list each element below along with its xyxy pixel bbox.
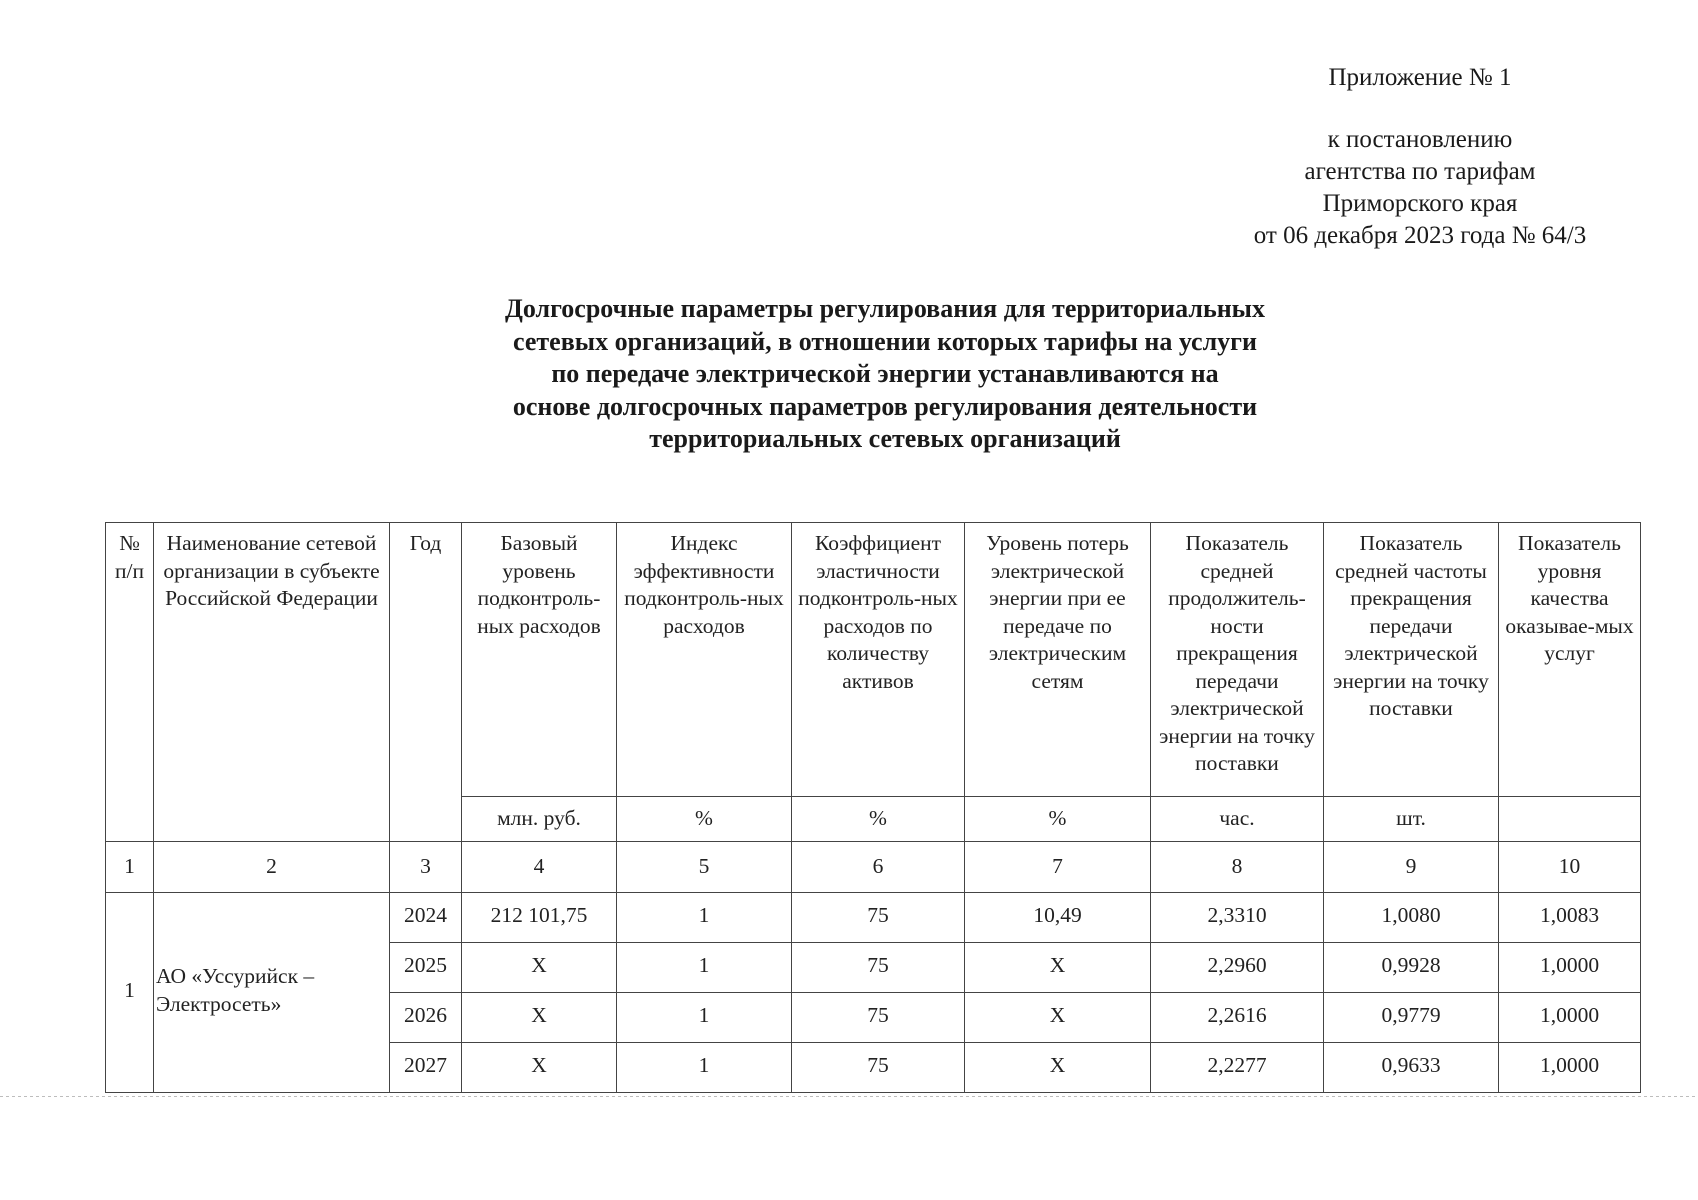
title-line: Долгосрочные параметры регулирования для территориальных: [505, 294, 1265, 323]
base-level-cell: 212 101,75: [462, 893, 617, 943]
header-cell-year: Год: [390, 523, 462, 842]
duration-cell: 2,2616: [1151, 993, 1324, 1043]
column-number-cell: 9: [1324, 842, 1499, 893]
efficiency-cell: 1: [617, 943, 792, 993]
elasticity-cell: 75: [792, 993, 965, 1043]
frequency-cell: 0,9928: [1324, 943, 1499, 993]
column-number-cell: 7: [965, 842, 1151, 893]
year-cell: 2026: [390, 993, 462, 1043]
losses-cell: X: [965, 993, 1151, 1043]
appendix-label: Приложение № 1: [1328, 64, 1512, 91]
year-cell: 2025: [390, 943, 462, 993]
header-cell-losses: Уровень потерь электрической энергии при ее передаче по электрическим сетям: [965, 523, 1151, 797]
title-line: территориальных сетевых организаций: [649, 424, 1121, 453]
appendix-block: [1180, 62, 1660, 252]
efficiency-cell: 1: [617, 993, 792, 1043]
header-cell-number: № п/п: [106, 523, 154, 842]
organization-name-cell: АО «Уссурийск – Электросеть»: [154, 893, 390, 1093]
year-cell: 2024: [390, 893, 462, 943]
header-cell-elasticity: Коэффициент эластичности подконтроль-ных расходов по количеству активов: [792, 523, 965, 797]
column-number-cell: 2: [154, 842, 390, 893]
header-cell-frequency: Показатель средней частоты прекращения передачи электрической энергии на точку поставки: [1324, 523, 1499, 797]
resolution-date-number: от 06 декабря 2023 года № 64/3: [1253, 222, 1587, 249]
frequency-cell: 0,9779: [1324, 993, 1499, 1043]
column-number-cell: 8: [1151, 842, 1324, 893]
elasticity-cell: 75: [792, 943, 965, 993]
unit-cell: час.: [1151, 797, 1324, 842]
scan-edge-line: [0, 1096, 1698, 1097]
unit-cell: млн. руб.: [462, 797, 617, 842]
table-header-row: [106, 523, 1641, 797]
header-cell-duration: Показатель средней продолжитель-ности прекращения передачи электрической энергии на точку поставки: [1151, 523, 1324, 797]
resolution-label: к постановлению: [1327, 126, 1513, 153]
region-label: Приморского края: [1322, 190, 1518, 217]
losses-cell: X: [965, 943, 1151, 993]
losses-cell: X: [965, 1043, 1151, 1093]
parameters-table: [105, 522, 1641, 1093]
year-cell: 2027: [390, 1043, 462, 1093]
frequency-cell: 1,0080: [1324, 893, 1499, 943]
title-line: основе долгосрочных параметров регулирования деятельности: [512, 391, 1258, 421]
unit-cell: [1499, 797, 1641, 842]
base-level-cell: X: [462, 1043, 617, 1093]
quality-cell: 1,0000: [1499, 993, 1641, 1043]
duration-cell: 2,2277: [1151, 1043, 1324, 1093]
column-number-cell: 6: [792, 842, 965, 893]
unit-cell: %: [792, 797, 965, 842]
header-cell-organization: Наименование сетевой организации в субъекте Российской Федерации: [154, 523, 390, 842]
elasticity-cell: 75: [792, 1043, 965, 1093]
unit-cell: %: [617, 797, 792, 842]
title-line: сетевых организаций, в отношении которых тарифы на услуги: [513, 326, 1257, 356]
header-cell-base-level: Базовый уровень подконтроль-ных расходов: [462, 523, 617, 797]
table-column-numbers-row: [106, 842, 1641, 893]
duration-cell: 2,2960: [1151, 943, 1324, 993]
base-level-cell: X: [462, 993, 617, 1043]
quality-cell: 1,0000: [1499, 1043, 1641, 1093]
header-cell-quality: Показатель уровня качества оказывае-мых услуг: [1499, 523, 1641, 797]
efficiency-cell: 1: [617, 893, 792, 943]
column-number-cell: 3: [390, 842, 462, 893]
base-level-cell: X: [462, 943, 617, 993]
column-number-cell: 1: [106, 842, 154, 893]
document-title: [390, 293, 1380, 456]
duration-cell: 2,3310: [1151, 893, 1324, 943]
unit-cell: %: [965, 797, 1151, 842]
quality-cell: 1,0000: [1499, 943, 1641, 993]
column-number-cell: 10: [1499, 842, 1641, 893]
unit-cell: шт.: [1324, 797, 1499, 842]
header-cell-efficiency-index: Индекс эффективности подконтроль-ных расходов: [617, 523, 792, 797]
elasticity-cell: 75: [792, 893, 965, 943]
efficiency-cell: 1: [617, 1043, 792, 1093]
title-line: по передаче электрической энергии устанавливаются на: [551, 359, 1219, 388]
column-number-cell: 5: [617, 842, 792, 893]
frequency-cell: 0,9633: [1324, 1043, 1499, 1093]
table-row: [106, 893, 1641, 943]
column-number-cell: 4: [462, 842, 617, 893]
row-number-cell: 1: [106, 893, 154, 1093]
agency-label: агентства по тарифам: [1304, 158, 1536, 185]
losses-cell: 10,49: [965, 893, 1151, 943]
quality-cell: 1,0083: [1499, 893, 1641, 943]
